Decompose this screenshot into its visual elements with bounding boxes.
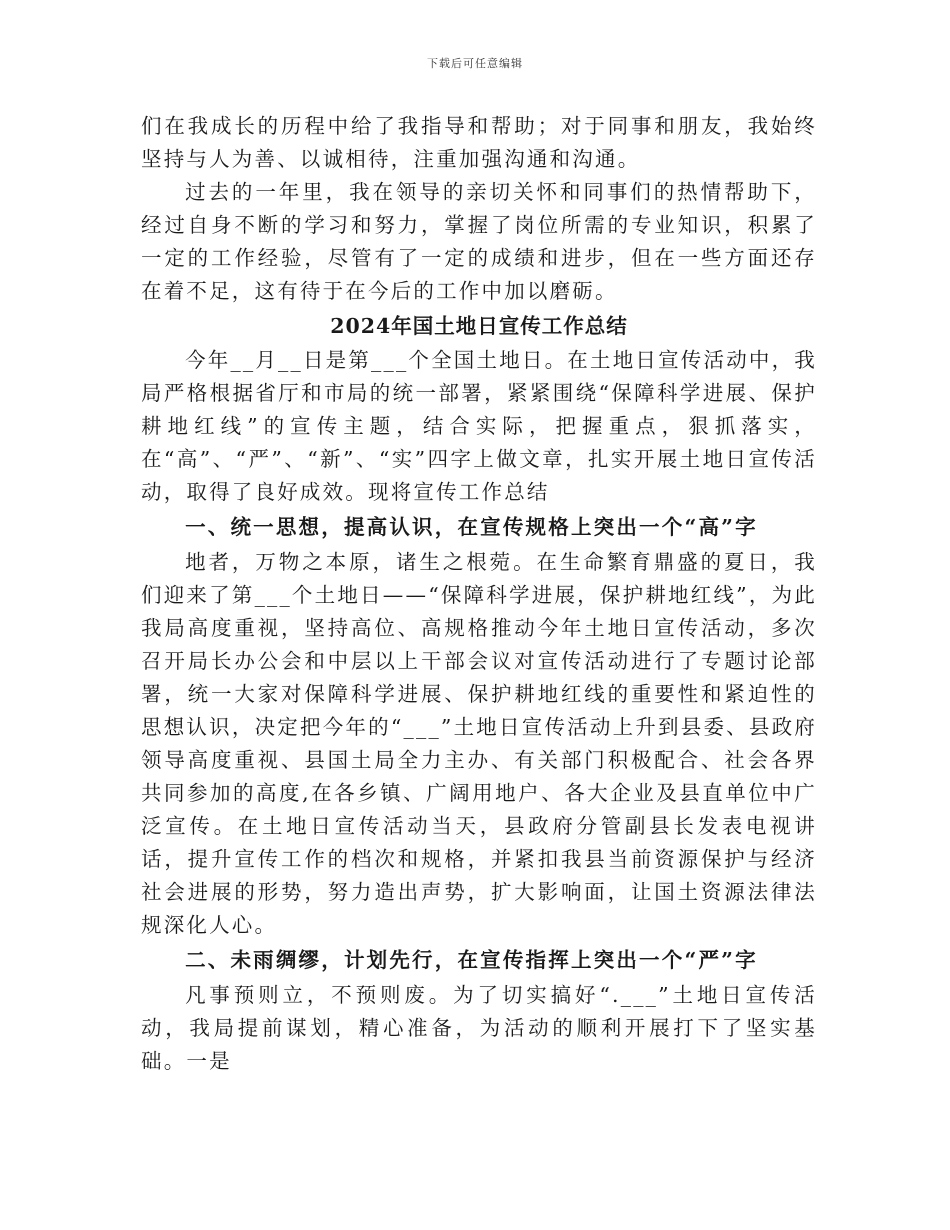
- section-heading-1: 一、统一思想，提高认识，在宣传规格上突出一个“高”字: [185, 515, 758, 539]
- section-heading-2: 二、未雨绸缪，计划先行，在宣传指挥上突出一个“严”字: [185, 948, 758, 972]
- document-body: [141, 110, 817, 1078]
- paragraph-continuation: 们在我成长的历程中给了我指导和帮助；对于同事和朋友，我始终坚持与人为善、以诚相待，注重加强沟通和沟通。: [141, 114, 817, 171]
- page-header-note: 下载后可任意编辑: [427, 57, 523, 70]
- paragraph-past-year: 过去的一年里，我在领导的亲切关怀和同事们的热情帮助下，经过自身不断的学习和努力，掌握了岗位所需的专业知识，积累了一定的工作经验，尽管有了一定的成绩和进步，但在一些方面还存在着不足，这有待于在今后的工作中加以磨砺。: [141, 180, 817, 303]
- paragraph-section-2: 凡事预则立，不预则废。为了切实搞好“.___”土地日宣传活动，我局提前谋划，精心准备，为活动的顺利开展打下了坚实基础。一是: [141, 983, 817, 1073]
- paragraph-intro: 今年__月__日是第___个全国土地日。在土地日宣传活动中，我局严格根据省厅和市局的统一部署，紧紧围绕“保障科学进展、保护耕地红线”的宣传主题，结合实际，把握重点，狠抓落实，在“高”、“严”、“新”、“实”四字上做文章，扎实开展土地日宣传活动，取得了良好成效。现将宣传工作总结: [141, 348, 818, 504]
- paragraph-section-1: 地者，万物之本原，诸生之根菀。在生命繁育鼎盛的夏日，我们迎来了第___个土地日——“保障科学进展，保护耕地红线”，为此我局高度重视，坚持高位、高规格推动今年土地日宣传活动，多次召开局长办公会和中层以上干部会议对宣传活动进行了专题讨论部署，统一大家对保障科学进展、保护耕地红线的重要性和紧迫性的思想认识，决定把今年的“___”土地日宣传活动上升到县委、县政府领导高度重视、县国土局全力主办、有关部门积极配合、社会各界共同参加的高度,在各乡镇、广阔用地户、各大企业及县直单位中广泛宣传。在土地日宣传活动当天，县政府分管副县长发表电视讲话，提升宣传工作的档次和规格，并紧扣我县当前资源保护与经济社会进展的形势，努力造出声势，扩大影响面，让国土资源法律法规深化人心。: [141, 550, 817, 937]
- document-title: 2024年国土地日宣传工作总结: [330, 314, 628, 338]
